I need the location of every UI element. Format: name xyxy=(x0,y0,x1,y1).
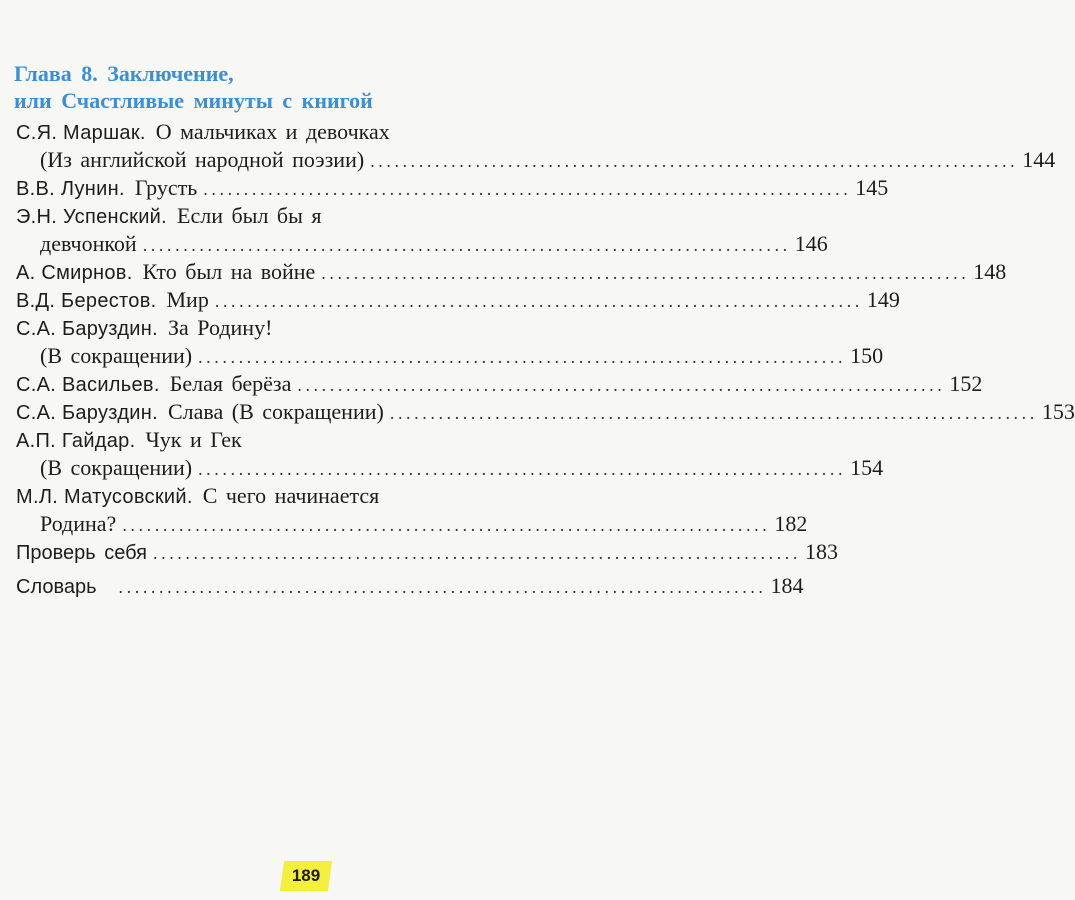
toc-entry xyxy=(16,538,838,566)
toc-entry xyxy=(16,314,884,370)
toc-leader-dots: ................................................................................ xyxy=(198,347,847,367)
toc-author: М.Л. Матусовский. xyxy=(16,486,193,508)
toc-page-number: 148 xyxy=(973,259,1007,284)
toc-page-number: 144 xyxy=(1022,147,1056,172)
toc-title: Если был бы я xyxy=(177,203,322,228)
toc-leader-dots: ................................................................................ xyxy=(321,263,970,283)
toc-entry xyxy=(16,202,828,258)
toc-page-number: 152 xyxy=(949,371,983,396)
toc-leader-dots: ................................................................................ xyxy=(370,151,1019,171)
toc-title: За Родину! xyxy=(167,315,273,340)
toc-title: О мальчиках и девочках xyxy=(155,119,390,144)
toc-entry xyxy=(16,398,1075,426)
chapter-heading-line-2: или Счастливые минуты с книгой xyxy=(14,88,373,113)
toc-author: С.Я. Маршак. xyxy=(16,122,146,144)
toc-page-number: 182 xyxy=(774,511,808,536)
toc-title: Грусть xyxy=(134,175,198,200)
toc-page-number: 145 xyxy=(855,175,889,200)
toc-entry xyxy=(16,118,1056,174)
toc-title: Кто был на войне xyxy=(142,259,316,284)
toc-page-number: 153 xyxy=(1041,399,1075,424)
toc-entry xyxy=(16,370,983,398)
toc-entry xyxy=(16,258,1007,286)
toc-entry xyxy=(16,426,884,482)
toc-title: Белая берёза xyxy=(169,371,292,396)
toc-author: В.Д. Берестов. xyxy=(16,290,157,312)
chapter-heading-line-1: Глава 8. Заключение, xyxy=(14,61,234,86)
toc-title: Мир xyxy=(166,287,209,312)
toc-entry xyxy=(16,286,900,314)
toc-page-number: 154 xyxy=(850,455,884,480)
table-of-contents xyxy=(16,118,1075,600)
toc-author: С.А. Васильев. xyxy=(16,374,160,396)
toc-title-continued: девчонкой xyxy=(40,231,137,256)
toc-author: А. Смирнов. xyxy=(16,262,133,284)
page-number-badge xyxy=(280,861,332,891)
toc-title-continued: (Из английской народной поэзии) xyxy=(40,147,365,172)
toc-entry xyxy=(16,174,889,202)
toc-page-number: 184 xyxy=(770,573,804,598)
toc-title: Слава (В сокращении) xyxy=(167,399,384,424)
toc-entry xyxy=(16,482,808,538)
toc-title-continued: (В сокращении) xyxy=(40,343,193,368)
toc-title: Словарь xyxy=(16,576,97,598)
toc-leader-dots: ................................................................................ xyxy=(214,291,863,311)
toc-author: С.А. Баруздин. xyxy=(16,402,158,424)
toc-title-continued: (В сокращении) xyxy=(40,455,193,480)
toc-author: Э.Н. Успенский. xyxy=(16,206,168,228)
toc-leader-dots: ................................................................................ xyxy=(142,235,791,255)
toc-page-number: 146 xyxy=(794,231,828,256)
toc-author: А.П. Гайдар. xyxy=(16,430,136,452)
toc-title: Чук и Гек xyxy=(145,427,242,452)
toc-author: В.В. Лунин. xyxy=(16,178,125,200)
toc-title-continued: Родина? xyxy=(40,511,117,536)
toc-title: Проверь себя xyxy=(16,542,147,564)
toc-leader-dots: ................................................................................ xyxy=(297,375,946,395)
toc-entry xyxy=(16,572,804,600)
toc-leader-dots: ................................................................................ xyxy=(122,515,771,535)
chapter-heading xyxy=(14,60,604,114)
toc-page-number: 149 xyxy=(866,287,900,312)
toc-page-number: 150 xyxy=(850,343,884,368)
page-number: 189 xyxy=(291,866,321,885)
toc-leader-dots: ................................................................................ xyxy=(198,459,847,479)
toc-title: С чего начинается xyxy=(202,483,380,508)
toc-leader-dots: ................................................................................ xyxy=(203,179,852,199)
toc-leader-dots: ................................................................................ xyxy=(153,543,801,563)
toc-page-number: 183 xyxy=(805,539,838,564)
toc-author: С.А. Баруздин. xyxy=(16,318,158,340)
toc-leader-dots: ................................................................................ xyxy=(389,403,1038,423)
toc-leader-dots: ................................................................................ xyxy=(118,577,767,597)
